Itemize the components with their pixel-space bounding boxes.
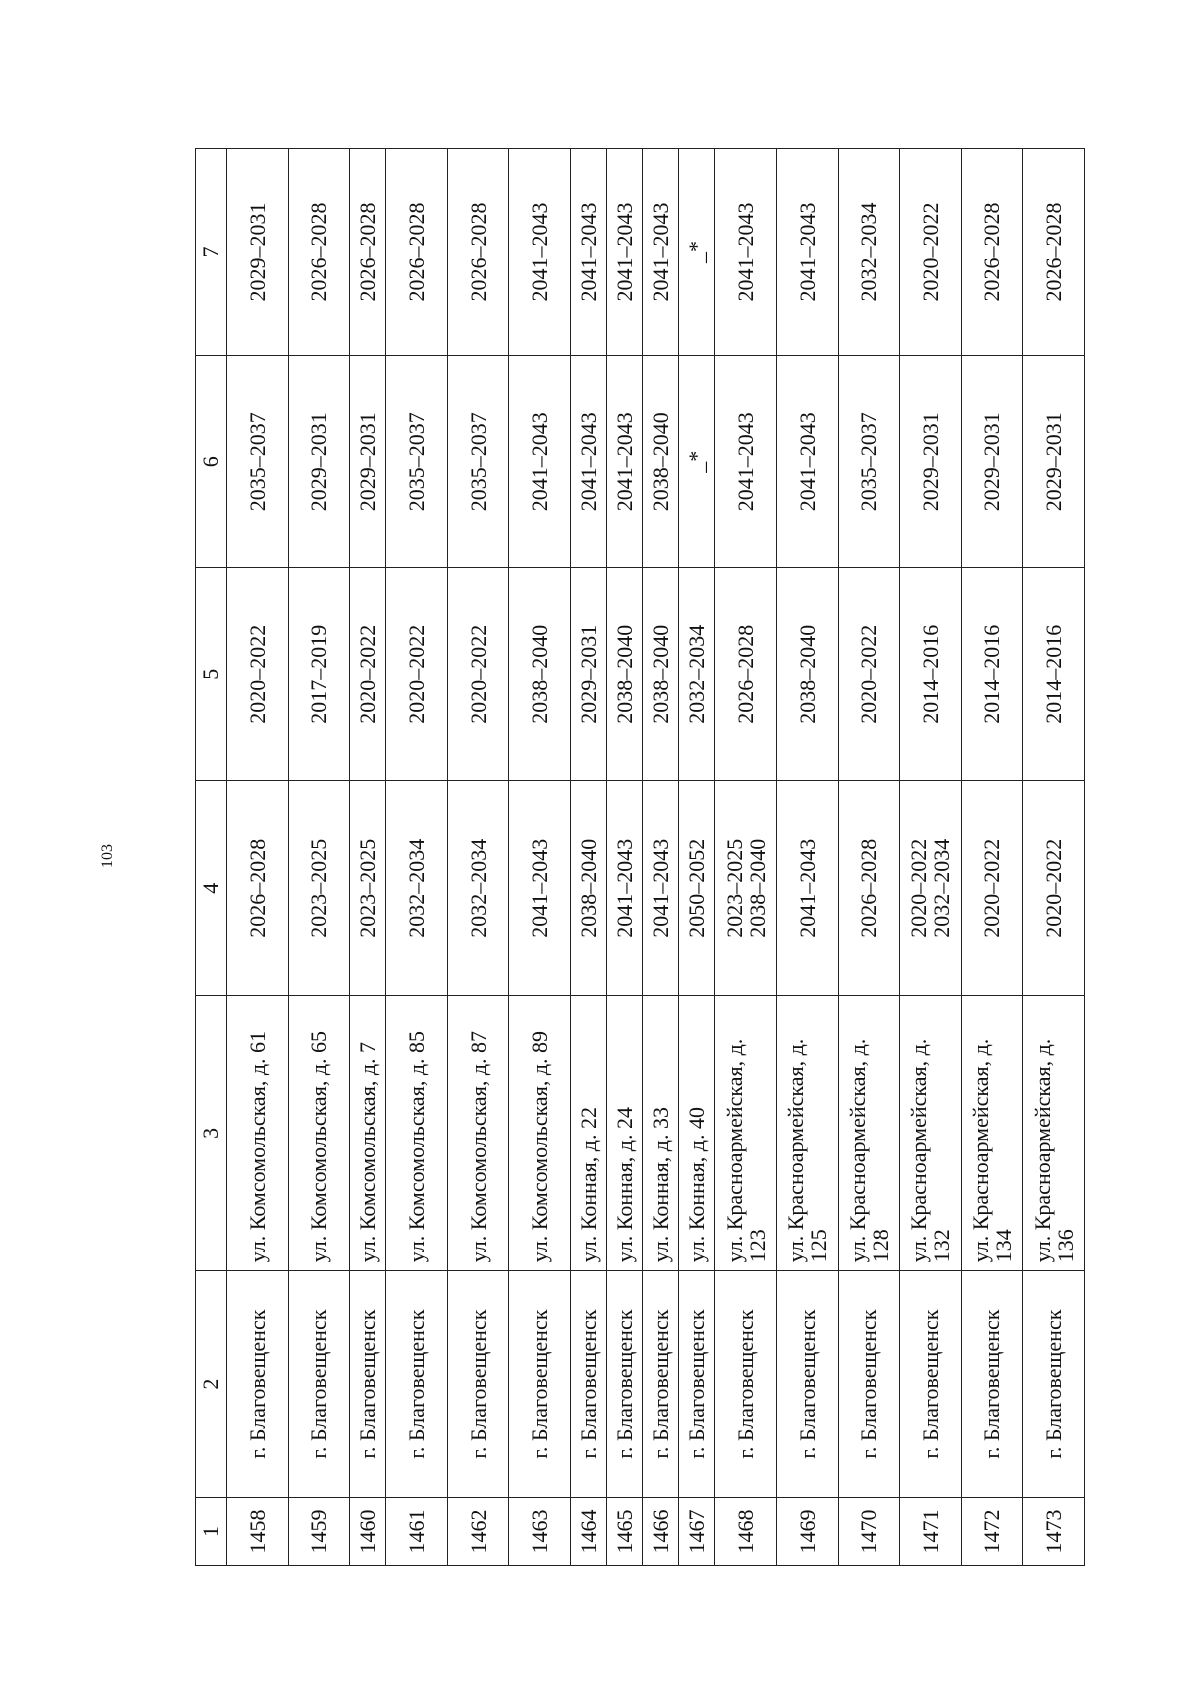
cell-c4 bbox=[447, 781, 509, 996]
cell-c3: ул. Красноармейская, д. 136 bbox=[1023, 996, 1085, 1271]
cell-c7: 2041–2043 bbox=[607, 149, 643, 356]
table-row bbox=[838, 149, 900, 1566]
cell-c4-line: 2020–2022 bbox=[1041, 838, 1067, 938]
cell-c3: ул. Комсомольская, д. 7 bbox=[350, 996, 386, 1271]
table-row bbox=[386, 149, 448, 1566]
cell-c7: 2041–2043 bbox=[509, 149, 571, 356]
cell-c6: 2041–2043 bbox=[607, 355, 643, 568]
cell-c4 bbox=[715, 781, 777, 996]
cell-c4-line: 2038–2040 bbox=[744, 838, 770, 938]
cell-c1: 1461 bbox=[386, 1497, 448, 1565]
header-cell: 1 bbox=[196, 1497, 227, 1565]
table-row bbox=[961, 149, 1023, 1566]
table-row bbox=[350, 149, 386, 1566]
header-cell: 5 bbox=[196, 568, 227, 781]
cell-c1: 1472 bbox=[961, 1497, 1023, 1565]
cell-c3: ул. Комсомольская, д. 89 bbox=[509, 996, 571, 1271]
cell-c4-line: 2041–2043 bbox=[612, 838, 638, 938]
cell-c7: 2041–2043 bbox=[570, 149, 606, 356]
table-row bbox=[643, 149, 679, 1566]
cell-c2: г. Благовещенск bbox=[288, 1271, 350, 1498]
cell-c1: 1466 bbox=[643, 1497, 679, 1565]
cell-c5: 2038–2040 bbox=[776, 568, 838, 781]
table-row bbox=[900, 149, 962, 1566]
cell-c4 bbox=[288, 781, 350, 996]
cell-c4 bbox=[227, 781, 289, 996]
cell-c7: 2026–2028 bbox=[288, 149, 350, 356]
table-row bbox=[607, 149, 643, 1566]
cell-c2: г. Благовещенск bbox=[643, 1271, 679, 1498]
cell-c1: 1465 bbox=[607, 1497, 643, 1565]
table-row bbox=[288, 149, 350, 1566]
cell-c4 bbox=[1023, 781, 1085, 996]
cell-c1: 1463 bbox=[509, 1497, 571, 1565]
cell-c6: 2029–2031 bbox=[900, 355, 962, 568]
cell-c6: 2038–2040 bbox=[643, 355, 679, 568]
cell-c4 bbox=[570, 781, 606, 996]
cell-c5: 2038–2040 bbox=[509, 568, 571, 781]
cell-c7: 2026–2028 bbox=[961, 149, 1023, 356]
cell-c6: 2035–2037 bbox=[838, 355, 900, 568]
cell-c2: г. Благовещенск bbox=[350, 1271, 386, 1498]
cell-c7: 2026–2028 bbox=[1023, 149, 1085, 356]
cell-c4-line: 2050–2052 bbox=[684, 838, 710, 938]
cell-c5: 2032–2034 bbox=[679, 568, 715, 781]
table-row bbox=[570, 149, 606, 1566]
cell-c6: 2041–2043 bbox=[776, 355, 838, 568]
cell-c4 bbox=[509, 781, 571, 996]
cell-c5: 2038–2040 bbox=[643, 568, 679, 781]
cell-c4 bbox=[643, 781, 679, 996]
cell-c1: 1473 bbox=[1023, 1497, 1085, 1565]
cell-c3: ул. Конная, д. 33 bbox=[643, 996, 679, 1271]
cell-c3: ул. Конная, д. 40 bbox=[679, 996, 715, 1271]
cell-c6: 2041–2043 bbox=[509, 355, 571, 568]
cell-c6: 2029–2031 bbox=[961, 355, 1023, 568]
cell-c3: ул. Конная, д. 22 bbox=[570, 996, 606, 1271]
cell-c4 bbox=[900, 781, 962, 996]
page-number-text: 103 bbox=[99, 844, 116, 868]
header-cell: 4 bbox=[196, 781, 227, 996]
cell-c4 bbox=[607, 781, 643, 996]
cell-c1: 1459 bbox=[288, 1497, 350, 1565]
cell-c7: 2026–2028 bbox=[386, 149, 448, 356]
cell-c2: г. Благовещенск bbox=[900, 1271, 962, 1498]
cell-c1: 1469 bbox=[776, 1497, 838, 1565]
cell-c7: 2029–2031 bbox=[227, 149, 289, 356]
cell-c4 bbox=[386, 781, 448, 996]
header-cell: 6 bbox=[196, 355, 227, 568]
cell-c1: 1468 bbox=[715, 1497, 777, 1565]
cell-c1: 1460 bbox=[350, 1497, 386, 1565]
cell-c3: ул. Комсомольская, д. 85 bbox=[386, 996, 448, 1271]
cell-c4-line: 2020–2022 bbox=[906, 838, 932, 938]
cell-c7: 2020–2022 bbox=[900, 149, 962, 356]
cell-c2: г. Благовещенск bbox=[715, 1271, 777, 1498]
cell-c6: 2035–2037 bbox=[447, 355, 509, 568]
table-header-row bbox=[196, 149, 227, 1566]
cell-c5: 2038–2040 bbox=[607, 568, 643, 781]
cell-c4-line: 2041–2043 bbox=[648, 838, 674, 938]
cell-c2: г. Благовещенск bbox=[1023, 1271, 1085, 1498]
cell-c3: ул. Комсомольская, д. 87 bbox=[447, 996, 509, 1271]
cell-c3: ул. Красноармейская, д. 123 bbox=[715, 996, 777, 1271]
cell-c4-line: 2020–2022 bbox=[979, 838, 1005, 938]
cell-c4-line: 2041–2043 bbox=[794, 838, 820, 938]
cell-c2: г. Благовещенск bbox=[386, 1271, 448, 1498]
cell-c2: г. Благовещенск bbox=[679, 1271, 715, 1498]
cell-c2: г. Благовещенск bbox=[509, 1271, 571, 1498]
cell-c2: г. Благовещенск bbox=[447, 1271, 509, 1498]
cell-c4-line: 2023–2025 bbox=[306, 838, 332, 938]
cell-c6: 2035–2037 bbox=[227, 355, 289, 568]
table-row bbox=[776, 149, 838, 1566]
cell-c6: 2041–2043 bbox=[570, 355, 606, 568]
cell-c4-line: 2026–2028 bbox=[856, 838, 882, 938]
cell-c6: 2029–2031 bbox=[288, 355, 350, 568]
table-row bbox=[1023, 149, 1085, 1566]
cell-c2: г. Благовещенск bbox=[776, 1271, 838, 1498]
cell-c2: г. Благовещенск bbox=[570, 1271, 606, 1498]
cell-c4-line: 2023–2025 bbox=[721, 838, 747, 938]
cell-c1: 1458 bbox=[227, 1497, 289, 1565]
cell-c4 bbox=[350, 781, 386, 996]
header-cell: 7 bbox=[196, 149, 227, 356]
cell-c3: ул. Красноармейская, д. 132 bbox=[900, 996, 962, 1271]
cell-c7: 2026–2028 bbox=[447, 149, 509, 356]
cell-c5: 2020–2022 bbox=[838, 568, 900, 781]
cell-c5: 2020–2022 bbox=[350, 568, 386, 781]
cell-c3: ул. Комсомольская, д. 65 bbox=[288, 996, 350, 1271]
cell-c7: 2041–2043 bbox=[776, 149, 838, 356]
cell-c4-line: 2038–2040 bbox=[575, 838, 601, 938]
cell-c5: 2014–2016 bbox=[961, 568, 1023, 781]
cell-c1: 1467 bbox=[679, 1497, 715, 1565]
cell-c3: ул. Красноармейская, д. 134 bbox=[961, 996, 1023, 1271]
cell-c1: 1462 bbox=[447, 1497, 509, 1565]
cell-c3: ул. Конная, д. 24 bbox=[607, 996, 643, 1271]
cell-c5: 2020–2022 bbox=[227, 568, 289, 781]
table-row bbox=[447, 149, 509, 1566]
cell-c6: 2041–2043 bbox=[715, 355, 777, 568]
cell-c6: 2035–2037 bbox=[386, 355, 448, 568]
cell-c4-line: 2041–2043 bbox=[527, 838, 553, 938]
table-row bbox=[509, 149, 571, 1566]
cell-c4 bbox=[961, 781, 1023, 996]
cell-c4-line: 2026–2028 bbox=[244, 838, 270, 938]
cell-c5: 2017–2019 bbox=[288, 568, 350, 781]
cell-c7: 2026–2028 bbox=[350, 149, 386, 356]
header-cell: 2 bbox=[196, 1271, 227, 1498]
table-row bbox=[227, 149, 289, 1566]
cell-c4-line: 2023–2025 bbox=[355, 838, 381, 938]
cell-c7: 2032–2034 bbox=[838, 149, 900, 356]
cell-c4 bbox=[776, 781, 838, 996]
table-row bbox=[715, 149, 777, 1566]
cell-c3: ул. Красноармейская, д. 128 bbox=[838, 996, 900, 1271]
table-frame bbox=[195, 148, 1085, 1566]
table-row bbox=[679, 149, 715, 1566]
cell-c1: 1471 bbox=[900, 1497, 962, 1565]
table-body bbox=[227, 149, 1085, 1566]
cell-c3: ул. Комсомольская, д. 61 bbox=[227, 996, 289, 1271]
cell-c5: 2026–2028 bbox=[715, 568, 777, 781]
cell-c2: г. Благовещенск bbox=[961, 1271, 1023, 1498]
cell-c6: 2029–2031 bbox=[1023, 355, 1085, 568]
cell-c2: г. Благовещенск bbox=[838, 1271, 900, 1498]
cell-c5: 2029–2031 bbox=[570, 568, 606, 781]
cell-c5: 2020–2022 bbox=[386, 568, 448, 781]
cell-c2: г. Благовещенск bbox=[227, 1271, 289, 1498]
cell-c2: г. Благовещенск bbox=[607, 1271, 643, 1498]
cell-c1: 1470 bbox=[838, 1497, 900, 1565]
cell-c5: 2014–2016 bbox=[900, 568, 962, 781]
cell-c7: 2041–2043 bbox=[643, 149, 679, 356]
cell-c7: _* bbox=[679, 149, 715, 356]
cell-c3: ул. Красноармейская, д. 125 bbox=[776, 996, 838, 1271]
cell-c4-line: 2032–2034 bbox=[929, 838, 955, 938]
cell-c5: 2020–2022 bbox=[447, 568, 509, 781]
rotated-table-wrapper bbox=[195, 148, 1085, 1566]
cell-c1: 1464 bbox=[570, 1497, 606, 1565]
cell-c4 bbox=[679, 781, 715, 996]
cell-c6: 2029–2031 bbox=[350, 355, 386, 568]
cell-c4 bbox=[838, 781, 900, 996]
cell-c7: 2041–2043 bbox=[715, 149, 777, 356]
cell-c4-line: 2032–2034 bbox=[465, 838, 491, 938]
cell-c6: _* bbox=[679, 355, 715, 568]
cell-c5: 2014–2016 bbox=[1023, 568, 1085, 781]
header-cell: 3 bbox=[196, 996, 227, 1271]
cell-c4-line: 2032–2034 bbox=[403, 838, 429, 938]
data-table bbox=[195, 148, 1085, 1566]
